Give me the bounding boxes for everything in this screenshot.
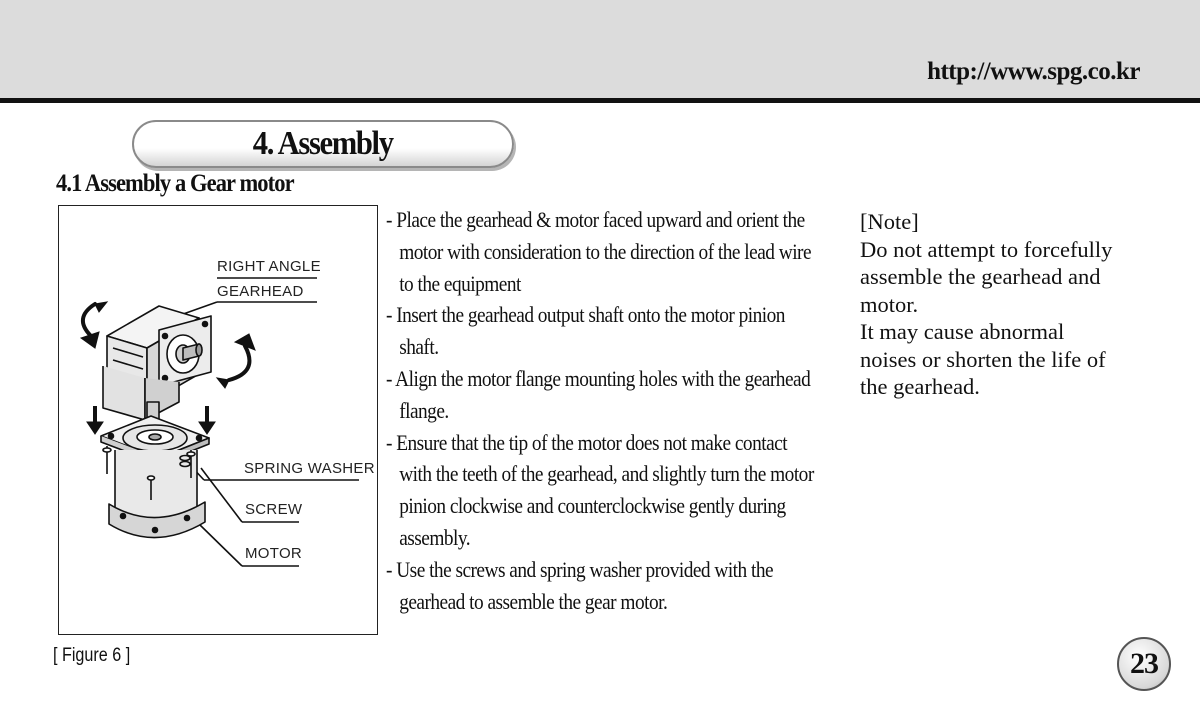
note-line: motor. <box>860 291 919 317</box>
rotate-arrow-right-icon <box>229 346 249 380</box>
header-bar <box>0 0 1200 103</box>
note-line: It may cause abnormal <box>860 319 1065 344</box>
instruction-item: - Align the motor flange mounting holes with the gearhead flange. <box>386 365 811 423</box>
label-motor: MOTOR <box>245 545 303 562</box>
note-line: noises or shorten the life of <box>860 346 1106 372</box>
page-number: 23 <box>1117 637 1171 691</box>
instruction-item: - Use the screws and spring washer provided with the gearhead to assemble the gear motor. <box>386 556 774 614</box>
label-gearhead: GEARHEAD <box>217 283 304 300</box>
assembly-instructions <box>386 204 856 617</box>
note-line: Do not attempt to forcefully <box>860 236 1113 262</box>
section-title: 4. Assembly <box>253 125 393 162</box>
note-line: assemble the gearhead and <box>860 264 1101 289</box>
label-spring-washer: SPRING WASHER <box>244 460 375 477</box>
label-screw: SCREW <box>245 501 303 518</box>
figure-caption: [ Figure 6 ] <box>53 645 131 666</box>
rotate-arrow-left-icon <box>83 304 95 336</box>
instruction-item: - Ensure that the tip of the motor does not make contact with the teeth of the gearhead, and slightly turn the motor pinion clockwise and counterclockwise gently during assembly. <box>386 429 814 550</box>
subsection-title: 4.1 Assembly a Gear motor <box>56 170 294 197</box>
note-box <box>860 208 1120 401</box>
section-title-banner <box>132 120 514 168</box>
website-link[interactable]: http://www.spg.co.kr <box>927 58 1140 85</box>
instruction-item: - Place the gearhead & motor faced upward and orient the motor with consideration to the direction of the lead wire to the equipment <box>386 207 812 296</box>
label-right-angle: RIGHT ANGLE <box>217 258 321 275</box>
note-heading: [Note] <box>860 209 919 234</box>
instruction-item: - Insert the gearhead output shaft onto the motor pinion shaft. <box>386 302 785 360</box>
assembly-figure <box>58 205 378 635</box>
note-line: the gearhead. <box>860 374 980 399</box>
